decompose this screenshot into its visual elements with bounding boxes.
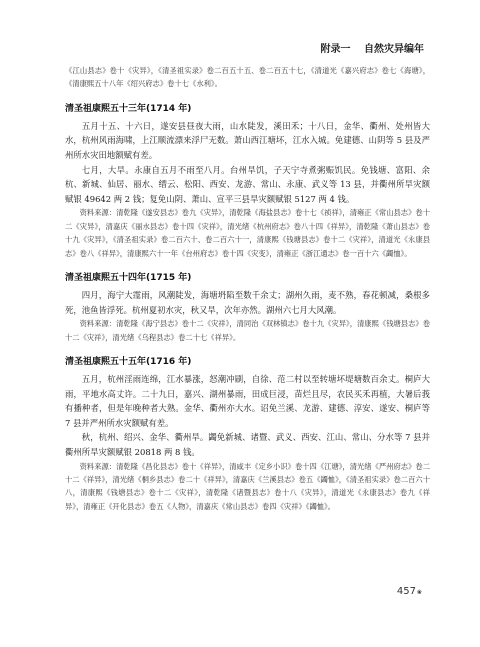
section-title: 清圣祖康熙五十三年(1714 年) (65, 103, 192, 114)
source-note: 资料来源：清乾隆《遂安县志》卷九《灾异》，清乾隆《海盐县志》卷十七《祯祥》，清雍正《常山县志》卷十二《灾异》，清嘉庆《丽水县志》卷十四《灾祥》，清光绪《杭州府志》卷八十四《祥异》，清乾隆《萧山县志》卷十九《灾异》，《清圣祖实录》卷二百六十、卷二百六十一，清康熙《钱塘县志》卷十二《灾祥》，清道光《永康县志》卷八《祥异》，清康熙六十一年《台州府志》卷十四《灾变》，清雍正《浙江通志》卷一百十六《蠲恤》。 (65, 208, 430, 258)
page-number (397, 586, 422, 597)
body-paragraph: 秋，杭州、绍兴、金华、衢州旱。蠲免新城、诸暨、武义、西安、江山、常山、分水等 7 县并衢州所旱灾额赋银 20818 两 8 钱。 (65, 432, 430, 457)
intro-source: 《江山县志》卷十《灾异》，《清圣祖实录》卷二百五十五、卷二百五十七，《清道光《嘉兴府志》卷七《海塘》，《清康熙五十八年《绍兴府志》卷十七《水利》。 (65, 66, 430, 89)
running-head-title: 自然灾异编年 (364, 44, 424, 55)
running-head (311, 40, 424, 55)
body-paragraph: 七月，大旱。永康自五月不雨至八月。台州旱饥，子天宁寺煮粥赈饥民。免钱塘、富阳、余杭、新城、仙居、丽水、缙云、松阳、西安、龙游、常山、永康、武义等 13 县，并衢州所旱灾额赋银 49642 两 2 钱；复免山阴、萧山、宣平三县旱灾额赋银 5127 两 4 钱。 (65, 164, 430, 204)
year-section (65, 270, 430, 344)
source-note: 资料来源：清乾隆《昌化县志》卷十《祥异》，清咸丰《定乡小识》卷十四《江塘》，清光绪《严州府志》卷二十二《祥异》，清光绪《桐乡县志》卷二十《祥异》，清嘉庆《兰溪县志》卷五《蠲恤》，《清圣祖实录》卷二百六十八，清康熙《钱塘县志》卷十二《灾祥》，清乾隆《诸暨县志》卷十八《灾异》，清道光《永康县志》卷九《祥异》，清雍正《开化县志》卷五《人物》，清嘉庆《常山县志》卷四《灾祥》《蠲恤》。 (65, 461, 430, 511)
body-paragraph: 五月，杭州淫雨连绵，江水暴涨，怒潮冲刷，自徐、范二村以至转塘坏堤塘数百余丈。桐庐大雨，平地水高丈许。二十九日，嘉兴、湖州暴雨，田成巨浸，苗烂且尽，农民买禾再植，大暑后莪有播种者，但是年晚种者大熟。金华、衢州亦大水。诏免兰溪、龙游、建德、淳安、遂安、桐庐等 7 县并严州所水灾额赋有差。 (65, 374, 430, 428)
page-number-value: 457 (396, 586, 416, 597)
section-title: 清圣祖康熙五十五年(1716 年) (65, 357, 192, 367)
year-section (65, 101, 430, 260)
body-paragraph: 五月十五、十六日，遂安县昼夜大雨，山水陡发，溪田禾；十八日，金华、衢州、处州皆大水，杭州风雨海啸，上江顺流漂来浮尸无数。萧山西江塘坏，江水入城。免建德、山阴等 5 县及严州所水灾田地额赋有差。 (65, 120, 430, 160)
running-head-section: 附录一 (320, 44, 351, 55)
section-title: 清圣祖康熙五十四年(1715 年) (65, 273, 192, 283)
body-paragraph: 四月，海宁大霪雨，风潮陡发，海塘坍陷至数千余丈；湖州久雨，麦不熟，春花顿减，桑根多死，池鱼皆浮死。杭州夏初水灾，秋又旱，次年亦然。湖州六七月大风潮。 (65, 290, 430, 315)
year-section (65, 354, 430, 513)
source-note: 资料来源：清乾隆《海宁县志》卷十二《灾祥》，清同治《双林镇志》卷十九《灾异》，清康熙《钱塘县志》卷十二《灾祥》，清光绪《乌程县志》卷二十七《祥异》。 (65, 319, 430, 342)
page-content (65, 64, 430, 513)
flower-ornament-icon: ❀ (416, 589, 422, 596)
